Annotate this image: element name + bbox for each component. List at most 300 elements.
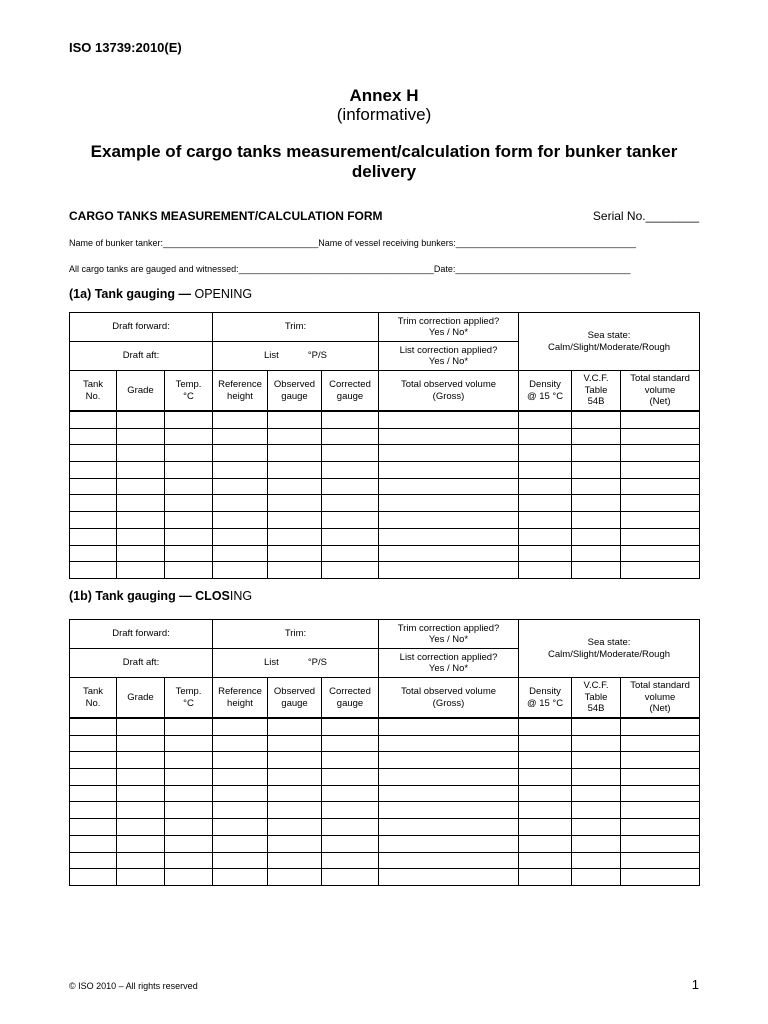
entry-cell[interactable] bbox=[322, 478, 379, 495]
entry-cell[interactable] bbox=[117, 428, 165, 445]
col-grade bbox=[117, 678, 165, 719]
entry-cell[interactable] bbox=[621, 495, 700, 512]
table-row bbox=[70, 545, 700, 562]
entry-cell[interactable] bbox=[268, 735, 322, 752]
table-row bbox=[70, 735, 700, 752]
trim-correction-cell bbox=[379, 313, 519, 342]
entry-cell[interactable] bbox=[213, 769, 268, 786]
list-correction-cell bbox=[379, 649, 519, 678]
col-label: Table bbox=[584, 691, 608, 703]
entry-cell[interactable] bbox=[621, 802, 700, 819]
entry-cell[interactable] bbox=[70, 785, 117, 802]
col-label: Temp. bbox=[175, 686, 202, 697]
col-label: height bbox=[227, 390, 253, 402]
entry-cell[interactable] bbox=[268, 428, 322, 445]
entry-cell[interactable] bbox=[322, 785, 379, 802]
entry-cell[interactable] bbox=[213, 512, 268, 529]
entry-cell[interactable] bbox=[117, 802, 165, 819]
col-label: Reference bbox=[218, 686, 262, 697]
entry-cell[interactable] bbox=[572, 835, 621, 852]
entry-cell[interactable] bbox=[379, 785, 519, 802]
entry-cell[interactable] bbox=[519, 819, 572, 836]
entry-cell[interactable] bbox=[70, 869, 117, 886]
entry-cell[interactable] bbox=[70, 411, 117, 428]
col-label: volume bbox=[644, 384, 676, 396]
entry-cell[interactable] bbox=[322, 562, 379, 579]
col-total-standard-volume bbox=[621, 371, 700, 412]
entry-cell[interactable] bbox=[268, 718, 322, 735]
col-label: No. bbox=[85, 697, 101, 709]
entry-cell[interactable] bbox=[268, 562, 322, 579]
entry-cell[interactable] bbox=[572, 462, 621, 479]
entry-cell[interactable] bbox=[165, 562, 213, 579]
entry-cell[interactable] bbox=[322, 802, 379, 819]
entry-cell[interactable] bbox=[572, 545, 621, 562]
entry-cell[interactable] bbox=[213, 785, 268, 802]
list-label: List bbox=[264, 657, 279, 669]
col-tank-no bbox=[70, 678, 117, 719]
entry-cell[interactable] bbox=[268, 512, 322, 529]
entry-cell[interactable] bbox=[322, 528, 379, 545]
entry-cell[interactable] bbox=[165, 769, 213, 786]
entry-cell[interactable] bbox=[519, 478, 572, 495]
entry-cell[interactable] bbox=[213, 411, 268, 428]
col-label: gauge bbox=[336, 697, 364, 709]
serial-number-field: Serial No.________ bbox=[592, 209, 699, 223]
table-row bbox=[70, 752, 700, 769]
entry-cell[interactable] bbox=[621, 785, 700, 802]
col-corrected-gauge bbox=[322, 678, 379, 719]
col-label: Density bbox=[529, 686, 561, 697]
table-row bbox=[70, 445, 700, 462]
entry-cell[interactable] bbox=[70, 512, 117, 529]
draft-aft-cell bbox=[70, 649, 213, 678]
entry-cell[interactable] bbox=[117, 819, 165, 836]
entry-cell[interactable] bbox=[165, 512, 213, 529]
trim-cell bbox=[213, 313, 379, 342]
sea-state-options: Calm/Slight/Moderate/Rough bbox=[548, 341, 671, 353]
entry-cell[interactable] bbox=[519, 835, 572, 852]
table-row bbox=[70, 785, 700, 802]
draft-forward-cell bbox=[70, 620, 213, 649]
entry-cell[interactable] bbox=[165, 445, 213, 462]
entry-cell[interactable] bbox=[165, 718, 213, 735]
annex-title: Annex H bbox=[349, 86, 419, 105]
section-heading-rest: ING bbox=[229, 589, 253, 603]
table-row bbox=[70, 495, 700, 512]
col-total-observed-volume bbox=[379, 371, 519, 412]
entry-cell[interactable] bbox=[213, 445, 268, 462]
entry-cell[interactable] bbox=[213, 802, 268, 819]
entry-cell[interactable] bbox=[519, 528, 572, 545]
section-heading-opening bbox=[69, 287, 252, 301]
entry-cell[interactable] bbox=[519, 545, 572, 562]
entry-cell[interactable] bbox=[268, 445, 322, 462]
entry-cell[interactable] bbox=[213, 495, 268, 512]
entry-cell[interactable] bbox=[519, 445, 572, 462]
entry-cell[interactable] bbox=[621, 735, 700, 752]
entry-cell[interactable] bbox=[621, 428, 700, 445]
entry-cell[interactable] bbox=[519, 869, 572, 886]
entry-cell[interactable] bbox=[117, 562, 165, 579]
copyright-notice: © ISO 2010 – All rights reserved bbox=[69, 981, 198, 991]
entry-cell[interactable] bbox=[572, 718, 621, 735]
entry-cell[interactable] bbox=[572, 445, 621, 462]
entry-cell[interactable] bbox=[165, 835, 213, 852]
list-correction-cell bbox=[379, 342, 519, 371]
sea-state-cell bbox=[519, 313, 700, 371]
entry-cell[interactable] bbox=[165, 428, 213, 445]
entry-cell[interactable] bbox=[117, 752, 165, 769]
table-row bbox=[70, 835, 700, 852]
entry-cell[interactable] bbox=[213, 478, 268, 495]
entry-cell[interactable] bbox=[379, 852, 519, 869]
entry-cell[interactable] bbox=[572, 785, 621, 802]
trim-correction-options: Yes / No* bbox=[428, 327, 469, 338]
entry-cell[interactable] bbox=[322, 512, 379, 529]
entry-cell[interactable] bbox=[572, 819, 621, 836]
col-label: Table bbox=[584, 384, 608, 396]
entry-cell[interactable] bbox=[379, 462, 519, 479]
entry-cell[interactable] bbox=[165, 462, 213, 479]
entry-cell[interactable] bbox=[322, 495, 379, 512]
entry-cell[interactable] bbox=[621, 752, 700, 769]
entry-cell[interactable] bbox=[165, 802, 213, 819]
entry-cell[interactable] bbox=[268, 545, 322, 562]
annex-subtitle: (informative) bbox=[336, 105, 432, 124]
entry-cell[interactable] bbox=[268, 528, 322, 545]
table-row bbox=[70, 512, 700, 529]
sea-state-options: Calm/Slight/Moderate/Rough bbox=[548, 648, 671, 660]
col-label: Corrected bbox=[329, 686, 371, 697]
draft-forward-label: Draft forward: bbox=[112, 628, 170, 640]
col-density bbox=[519, 371, 572, 412]
form-title: CARGO TANKS MEASUREMENT/CALCULATION FORM bbox=[69, 209, 383, 223]
table-row bbox=[70, 802, 700, 819]
entry-cell[interactable] bbox=[379, 802, 519, 819]
entry-cell[interactable] bbox=[572, 869, 621, 886]
annex-heading: Example of cargo tanks measurement/calculation form for bunker tanker delivery bbox=[90, 142, 678, 181]
entry-cell[interactable] bbox=[572, 411, 621, 428]
entry-cell[interactable] bbox=[117, 545, 165, 562]
col-total-standard-volume bbox=[621, 678, 700, 719]
trim-cell bbox=[213, 620, 379, 649]
col-label: Total observed volume bbox=[400, 686, 497, 697]
entry-cell[interactable] bbox=[117, 718, 165, 735]
col-label: Reference bbox=[218, 379, 262, 390]
entry-cell[interactable] bbox=[70, 718, 117, 735]
col-observed-gauge bbox=[268, 371, 322, 412]
draft-aft-label: Draft aft: bbox=[122, 657, 160, 669]
entry-cell[interactable] bbox=[379, 718, 519, 735]
col-label: Grade bbox=[127, 384, 154, 396]
entry-cell[interactable] bbox=[379, 495, 519, 512]
entry-cell[interactable] bbox=[379, 428, 519, 445]
list-correction-options: Yes / No* bbox=[428, 663, 469, 674]
entry-cell[interactable] bbox=[165, 785, 213, 802]
col-label: 54B bbox=[587, 703, 605, 715]
entry-cell[interactable] bbox=[621, 445, 700, 462]
entry-cell[interactable] bbox=[519, 462, 572, 479]
entry-cell[interactable] bbox=[213, 819, 268, 836]
entry-cell[interactable] bbox=[621, 545, 700, 562]
entry-cell[interactable] bbox=[213, 428, 268, 445]
entry-cell[interactable] bbox=[70, 802, 117, 819]
col-label: (Net) bbox=[649, 396, 671, 408]
col-density bbox=[519, 678, 572, 719]
col-observed-gauge bbox=[268, 678, 322, 719]
entry-cell[interactable] bbox=[70, 545, 117, 562]
entry-cell[interactable] bbox=[379, 562, 519, 579]
entry-cell[interactable] bbox=[621, 718, 700, 735]
entry-cell[interactable] bbox=[70, 735, 117, 752]
table-row bbox=[70, 411, 700, 428]
entry-cell[interactable] bbox=[70, 462, 117, 479]
col-label: Corrected bbox=[329, 379, 371, 390]
entry-cell[interactable] bbox=[621, 852, 700, 869]
entry-cell[interactable] bbox=[572, 769, 621, 786]
entry-cell[interactable] bbox=[70, 528, 117, 545]
entry-cell[interactable] bbox=[70, 478, 117, 495]
entry-cell[interactable] bbox=[621, 819, 700, 836]
col-tank-no bbox=[70, 371, 117, 412]
entry-cell[interactable] bbox=[379, 411, 519, 428]
col-label: height bbox=[227, 697, 253, 709]
col-label: gauge bbox=[281, 697, 308, 709]
entry-cell[interactable] bbox=[621, 562, 700, 579]
col-label: volume bbox=[644, 691, 676, 703]
entry-cell[interactable] bbox=[519, 562, 572, 579]
entry-cell[interactable] bbox=[621, 512, 700, 529]
witness-date-line: All cargo tanks are gauged and witnessed:_______________________________________Date:___________________________________ bbox=[69, 264, 631, 274]
entry-cell[interactable] bbox=[621, 835, 700, 852]
entry-cell[interactable] bbox=[621, 769, 700, 786]
entry-cell[interactable] bbox=[519, 802, 572, 819]
entry-cell[interactable] bbox=[117, 852, 165, 869]
trim-correction-label: Trim correction applied? bbox=[397, 622, 500, 634]
entry-cell[interactable] bbox=[621, 411, 700, 428]
entry-cell[interactable] bbox=[213, 735, 268, 752]
entry-cell[interactable] bbox=[379, 835, 519, 852]
entry-cell[interactable] bbox=[322, 545, 379, 562]
entry-cell[interactable] bbox=[70, 835, 117, 852]
entry-cell[interactable] bbox=[621, 462, 700, 479]
entry-cell[interactable] bbox=[379, 752, 519, 769]
entry-cell[interactable] bbox=[268, 785, 322, 802]
trim-correction-label: Trim correction applied? bbox=[397, 315, 500, 327]
entry-cell[interactable] bbox=[268, 769, 322, 786]
entry-cell[interactable] bbox=[519, 411, 572, 428]
entry-cell[interactable] bbox=[117, 769, 165, 786]
entry-cell[interactable] bbox=[268, 835, 322, 852]
entry-cell[interactable] bbox=[379, 869, 519, 886]
entry-cell[interactable] bbox=[572, 428, 621, 445]
entry-cell[interactable] bbox=[572, 562, 621, 579]
table-row bbox=[70, 462, 700, 479]
entry-cell[interactable] bbox=[519, 512, 572, 529]
entry-cell[interactable] bbox=[70, 445, 117, 462]
entry-cell[interactable] bbox=[379, 545, 519, 562]
entry-cell[interactable] bbox=[165, 495, 213, 512]
entry-cell[interactable] bbox=[165, 545, 213, 562]
table-row bbox=[70, 769, 700, 786]
entry-cell[interactable] bbox=[379, 769, 519, 786]
entry-cell[interactable] bbox=[268, 869, 322, 886]
entry-cell[interactable] bbox=[213, 852, 268, 869]
entry-cell[interactable] bbox=[621, 478, 700, 495]
col-label: (Net) bbox=[649, 703, 671, 715]
entry-cell[interactable] bbox=[268, 802, 322, 819]
entry-cell[interactable] bbox=[322, 445, 379, 462]
list-cell bbox=[213, 342, 379, 371]
entry-cell[interactable] bbox=[165, 752, 213, 769]
entry-cell[interactable] bbox=[117, 495, 165, 512]
col-label: (Gross) bbox=[432, 390, 465, 402]
list-label: List bbox=[264, 350, 279, 362]
entry-cell[interactable] bbox=[117, 478, 165, 495]
entry-cell[interactable] bbox=[70, 562, 117, 579]
entry-cell[interactable] bbox=[165, 869, 213, 886]
entry-cell[interactable] bbox=[322, 752, 379, 769]
entry-cell[interactable] bbox=[572, 478, 621, 495]
entry-cell[interactable] bbox=[165, 478, 213, 495]
entry-cell[interactable] bbox=[268, 752, 322, 769]
entry-cell[interactable] bbox=[572, 735, 621, 752]
entry-cell[interactable] bbox=[322, 852, 379, 869]
list-correction-label: List correction applied? bbox=[399, 651, 498, 663]
entry-cell[interactable] bbox=[379, 478, 519, 495]
sea-state-label: Sea state: bbox=[587, 637, 631, 648]
entry-cell[interactable] bbox=[117, 528, 165, 545]
col-label: Total standard bbox=[630, 373, 690, 385]
entry-cell[interactable] bbox=[165, 528, 213, 545]
entry-cell[interactable] bbox=[165, 735, 213, 752]
entry-cell[interactable] bbox=[70, 752, 117, 769]
entry-cell[interactable] bbox=[213, 835, 268, 852]
entry-cell[interactable] bbox=[70, 852, 117, 869]
col-label: Total observed volume bbox=[400, 379, 497, 390]
entry-cell[interactable] bbox=[379, 819, 519, 836]
entry-cell[interactable] bbox=[117, 512, 165, 529]
entry-cell[interactable] bbox=[117, 835, 165, 852]
entry-cell[interactable] bbox=[268, 411, 322, 428]
port-starboard-label: °P/S bbox=[307, 350, 327, 362]
col-grade bbox=[117, 371, 165, 412]
entry-cell[interactable] bbox=[117, 785, 165, 802]
col-label: V.C.F. bbox=[583, 680, 609, 692]
entry-cell[interactable] bbox=[213, 718, 268, 735]
entry-cell[interactable] bbox=[519, 428, 572, 445]
entry-cell[interactable] bbox=[379, 445, 519, 462]
sea-state-cell bbox=[519, 620, 700, 678]
col-label: 54B bbox=[587, 396, 605, 408]
entry-cell[interactable] bbox=[117, 445, 165, 462]
entry-cell[interactable] bbox=[572, 852, 621, 869]
entry-cell[interactable] bbox=[519, 852, 572, 869]
entry-cell[interactable] bbox=[165, 411, 213, 428]
entry-cell[interactable] bbox=[379, 528, 519, 545]
entry-cell[interactable] bbox=[519, 785, 572, 802]
entry-cell[interactable] bbox=[322, 462, 379, 479]
col-vcf bbox=[572, 371, 621, 412]
entry-cell[interactable] bbox=[322, 735, 379, 752]
entry-cell[interactable] bbox=[268, 852, 322, 869]
entry-cell[interactable] bbox=[213, 545, 268, 562]
entry-cell[interactable] bbox=[572, 802, 621, 819]
entry-cell[interactable] bbox=[572, 752, 621, 769]
entry-cell[interactable] bbox=[213, 528, 268, 545]
table-row bbox=[70, 428, 700, 445]
entry-cell[interactable] bbox=[322, 769, 379, 786]
entry-cell[interactable] bbox=[213, 752, 268, 769]
entry-cell[interactable] bbox=[117, 869, 165, 886]
col-label: Tank bbox=[82, 686, 104, 697]
entry-cell[interactable] bbox=[519, 769, 572, 786]
entry-cell[interactable] bbox=[322, 869, 379, 886]
entry-cell[interactable] bbox=[268, 819, 322, 836]
entry-cell[interactable] bbox=[379, 512, 519, 529]
col-vcf bbox=[572, 678, 621, 719]
entry-cell[interactable] bbox=[70, 495, 117, 512]
entry-cell[interactable] bbox=[268, 462, 322, 479]
entry-cell[interactable] bbox=[165, 852, 213, 869]
entry-cell[interactable] bbox=[519, 718, 572, 735]
entry-cell[interactable] bbox=[213, 869, 268, 886]
col-label: Tank bbox=[82, 379, 104, 390]
entry-cell[interactable] bbox=[117, 462, 165, 479]
table-row bbox=[70, 562, 700, 579]
col-label: Observed bbox=[273, 686, 316, 697]
entry-cell[interactable] bbox=[572, 495, 621, 512]
entry-cell[interactable] bbox=[70, 428, 117, 445]
entry-cell[interactable] bbox=[322, 718, 379, 735]
entry-cell[interactable] bbox=[70, 819, 117, 836]
entry-cell[interactable] bbox=[572, 528, 621, 545]
port-starboard-label: °P/S bbox=[307, 657, 327, 669]
table-row bbox=[70, 478, 700, 495]
col-label: @ 15 °C bbox=[526, 390, 564, 402]
col-label: °C bbox=[183, 390, 194, 402]
entry-cell[interactable] bbox=[322, 428, 379, 445]
entry-cell[interactable] bbox=[213, 562, 268, 579]
col-label: °C bbox=[183, 697, 194, 709]
entry-cell[interactable] bbox=[621, 528, 700, 545]
entry-cell[interactable] bbox=[379, 735, 519, 752]
entry-cell[interactable] bbox=[519, 752, 572, 769]
col-label: V.C.F. bbox=[583, 373, 609, 385]
entry-cell[interactable] bbox=[268, 495, 322, 512]
entry-cell[interactable] bbox=[117, 735, 165, 752]
entry-cell[interactable] bbox=[621, 869, 700, 886]
entry-cell[interactable] bbox=[322, 835, 379, 852]
col-temp bbox=[165, 678, 213, 719]
entry-cell[interactable] bbox=[322, 411, 379, 428]
entry-cell[interactable] bbox=[70, 769, 117, 786]
entry-cell[interactable] bbox=[519, 495, 572, 512]
entry-cell[interactable] bbox=[213, 462, 268, 479]
entry-cell[interactable] bbox=[572, 512, 621, 529]
col-label: Density bbox=[529, 379, 561, 390]
entry-cell[interactable] bbox=[322, 819, 379, 836]
entry-cell[interactable] bbox=[117, 411, 165, 428]
entry-cell[interactable] bbox=[519, 735, 572, 752]
trim-label: Trim: bbox=[284, 321, 307, 333]
entry-cell[interactable] bbox=[165, 819, 213, 836]
list-correction-label: List correction applied? bbox=[399, 344, 498, 356]
col-label: Temp. bbox=[175, 379, 202, 390]
col-reference-height bbox=[213, 678, 268, 719]
entry-cell[interactable] bbox=[268, 478, 322, 495]
